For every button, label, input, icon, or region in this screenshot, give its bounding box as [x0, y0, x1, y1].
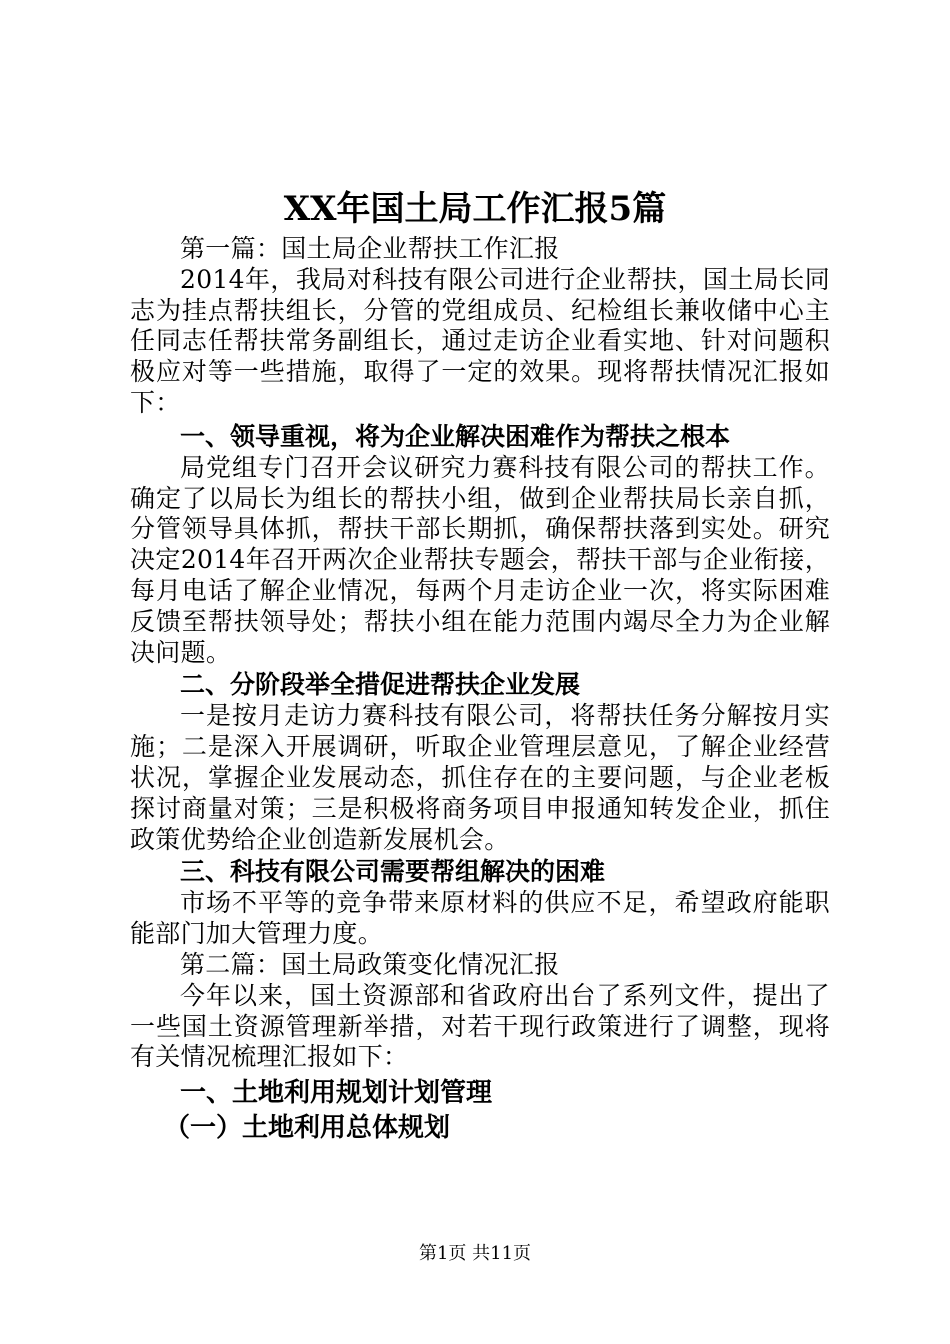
section-1-paragraph: 局党组专门召开会议研究力赛科技有限公司的帮扶工作。确定了以局长为组长的帮扶小组，做到企业帮扶局长亲自抓，分管领导具体抓，帮扶干部长期抓，确保帮扶落到实处。研究决定2014年召开两次企业帮扶专题会，帮扶干部与企业衔接，每月电话了解企业情况，每两个月走访企业一次，将实际困难反馈至帮扶领导处；帮扶小组在能力范围内竭尽全力为企业解决问题。: [130, 452, 830, 667]
part-one-title: 第一篇：国土局企业帮扶工作汇报: [180, 234, 560, 263]
intro-paragraph: 2014年，我局对科技有限公司进行企业帮扶，国土局长同志为挂点帮扶组长，分管的党组成员、纪检组长兼收储中心主任同志任帮扶常务副组长，通过走访企业看实地、针对问题积极应对等一些措施，取得了一定的效果。现将帮扶情况汇报如下：: [130, 264, 830, 417]
section-3-paragraph: 市场不平等的竞争带来原材料的供应不足，希望政府能职能部门加大管理力度。: [130, 888, 830, 949]
section-heading-3: 三、科技有限公司需要帮组解决的困难: [180, 857, 606, 887]
part-two-subheading-1: （一）土地利用总体规划: [164, 1113, 451, 1144]
section-heading-1: 一、领导重视，将为企业解决困难作为帮扶之根本: [180, 421, 731, 451]
part-two-title: 第二篇：国土局政策变化情况汇报: [180, 949, 560, 979]
document-title: XX年国土局工作汇报5篇: [283, 189, 667, 229]
section-2-paragraph: 一是按月走访力赛科技有限公司，将帮扶任务分解按月实施；二是深入开展调研，听取企业管理层意见，了解企业经营状况，掌握企业发展动态，抓住存在的主要问题，与企业老板探讨商量对策；三是积极将商务项目申报通知转发企业，抓住政策优势给企业创造新发展机会。: [130, 701, 830, 854]
page-number-footer: 第1页 共11页: [418, 1243, 532, 1264]
document-body: [130, 234, 830, 1145]
part-two-heading-1: 一、土地利用规划计划管理: [180, 1078, 493, 1109]
section-heading-2: 二、分阶段举全措促进帮扶企业发展: [180, 670, 581, 700]
part-two-intro-paragraph: 今年以来，国土资源部和省政府出台了系列文件，提出了一些国土资源管理新举措，对若干现行政策进行了调整，现将有关情况梳理汇报如下：: [130, 980, 830, 1072]
